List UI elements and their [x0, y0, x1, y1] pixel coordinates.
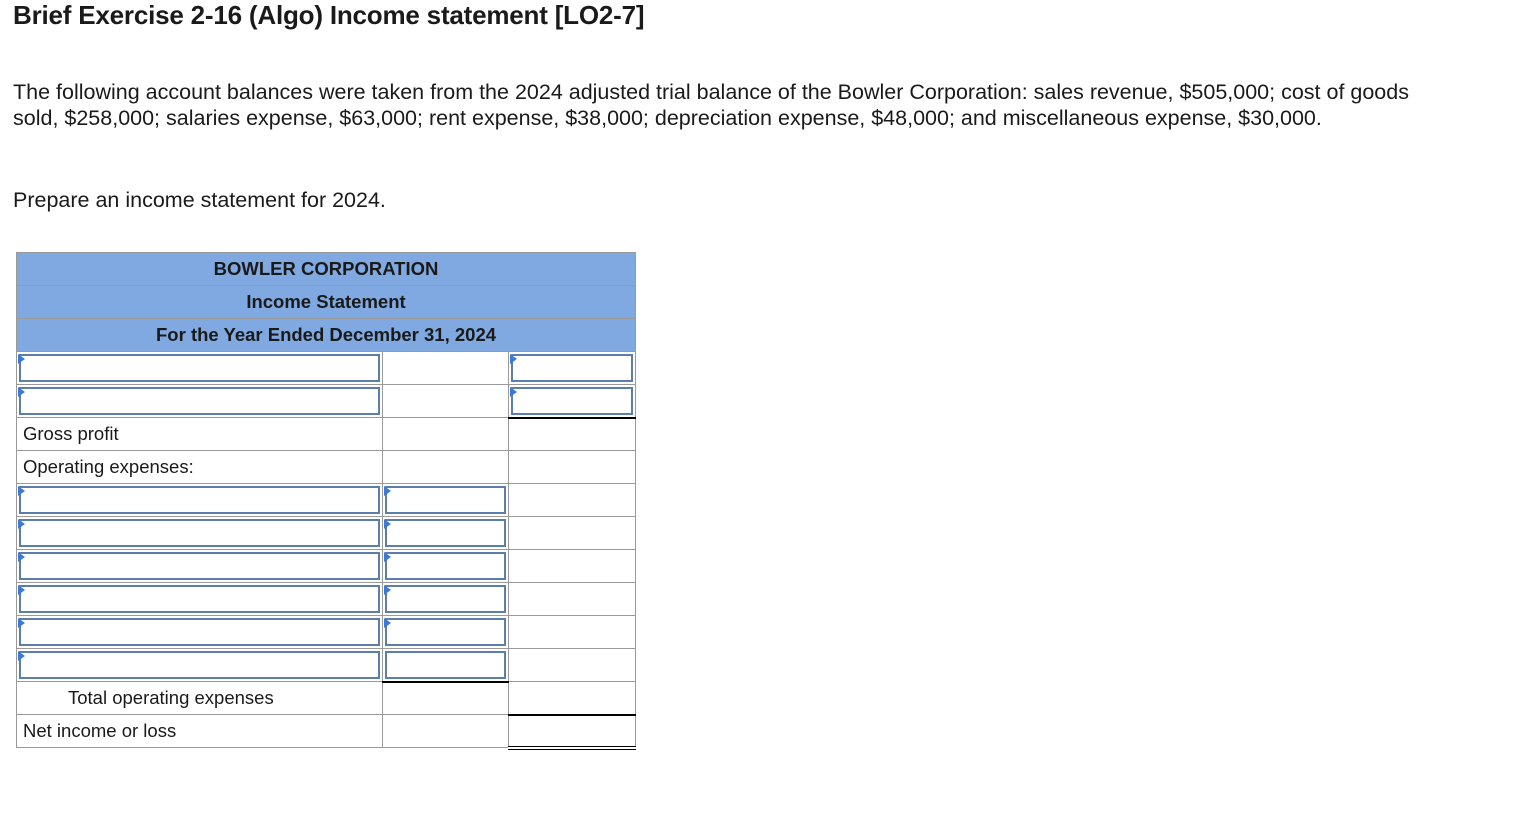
header-row-statement: [17, 286, 636, 319]
expense-amount-input[interactable]: [385, 552, 506, 580]
revenue-amount-cell[interactable]: [509, 352, 636, 385]
net-income-row: [17, 715, 636, 748]
gross-profit-mid-cell: [383, 418, 509, 451]
revenue-amount-input[interactable]: [511, 354, 633, 382]
instructions: Prepare an income statement for 2024.: [13, 188, 386, 212]
expense-row: [17, 616, 636, 649]
expense-account-select[interactable]: [19, 618, 380, 646]
expense-account-cell[interactable]: [17, 649, 383, 682]
expense-amount-input[interactable]: [385, 651, 506, 679]
expense-amount-cell[interactable]: [383, 649, 509, 682]
expense-account-select[interactable]: [19, 519, 380, 547]
revenue-row: [17, 352, 636, 385]
expense-row: [17, 517, 636, 550]
dropdown-indicator-icon: [18, 486, 25, 496]
dropdown-indicator-icon: [384, 585, 391, 595]
revenue-mid-cell: [383, 352, 509, 385]
dropdown-indicator-icon: [384, 618, 391, 628]
expense-account-select[interactable]: [19, 552, 380, 580]
expense-right-cell: [509, 649, 636, 682]
expense-account-cell[interactable]: [17, 616, 383, 649]
expense-amount-input[interactable]: [385, 486, 506, 514]
expense-amount-cell[interactable]: [383, 484, 509, 517]
dropdown-indicator-icon: [384, 519, 391, 529]
cogs-amount-input[interactable]: [511, 387, 633, 415]
expense-amount-cell[interactable]: [383, 616, 509, 649]
net-income-amount[interactable]: [509, 715, 636, 748]
total-operating-expenses-label: Total operating expenses: [17, 682, 383, 715]
expense-row: [17, 550, 636, 583]
revenue-account-select[interactable]: [19, 354, 380, 382]
expense-amount-cell[interactable]: [383, 517, 509, 550]
dropdown-indicator-icon: [384, 552, 391, 562]
header-row-period: [17, 319, 636, 352]
operating-expenses-header-row: [17, 451, 636, 484]
expense-amount-input[interactable]: [385, 618, 506, 646]
net-income-label: Net income or loss: [17, 715, 383, 748]
problem-description: The following account balances were taken from the 2024 adjusted trial balance of the Bowler Corporation: sales revenue, $505,000; cost of goods sold, $258,000; salaries expense, $63,000; rent expense, $38,000; depreciation expense, $48,000; and miscellaneous expense, $30,000.: [13, 80, 1409, 130]
dropdown-indicator-icon: [510, 354, 517, 364]
cogs-amount-cell[interactable]: [509, 385, 636, 418]
total-operating-expenses-row: [17, 682, 636, 715]
operating-expenses-mid-cell: [383, 451, 509, 484]
expense-right-cell: [509, 484, 636, 517]
expense-account-cell[interactable]: [17, 550, 383, 583]
statement-period: For the Year Ended December 31, 2024: [17, 319, 636, 352]
dropdown-indicator-icon: [510, 387, 517, 397]
dropdown-indicator-icon: [18, 387, 25, 397]
dropdown-indicator-icon: [18, 519, 25, 529]
dropdown-indicator-icon: [18, 354, 25, 364]
cogs-account-select[interactable]: [19, 387, 380, 415]
total-operating-expenses-mid-cell: [383, 682, 509, 715]
expense-account-select[interactable]: [19, 585, 380, 613]
statement-name: Income Statement: [17, 286, 636, 319]
expense-right-cell: [509, 616, 636, 649]
gross-profit-label: Gross profit: [17, 418, 383, 451]
expense-right-cell: [509, 517, 636, 550]
dropdown-indicator-icon: [18, 552, 25, 562]
revenue-account-cell[interactable]: [17, 352, 383, 385]
expense-account-cell[interactable]: [17, 517, 383, 550]
total-operating-expenses-amount[interactable]: [509, 682, 636, 715]
expense-row: [17, 583, 636, 616]
cogs-account-cell[interactable]: [17, 385, 383, 418]
gross-profit-row: [17, 418, 636, 451]
expense-amount-cell[interactable]: [383, 550, 509, 583]
cogs-row: [17, 385, 636, 418]
dropdown-indicator-icon: [18, 651, 25, 661]
net-income-mid-cell: [383, 715, 509, 748]
cogs-mid-cell: [383, 385, 509, 418]
header-row-company: [17, 253, 636, 286]
expense-account-select[interactable]: [19, 486, 380, 514]
income-statement-table: [16, 252, 636, 750]
operating-expenses-label: Operating expenses:: [17, 451, 383, 484]
expense-account-select[interactable]: [19, 651, 380, 679]
expense-row: [17, 484, 636, 517]
company-name: BOWLER CORPORATION: [17, 253, 636, 286]
dropdown-indicator-icon: [18, 585, 25, 595]
expense-account-cell[interactable]: [17, 484, 383, 517]
operating-expenses-right-cell: [509, 451, 636, 484]
expense-account-cell[interactable]: [17, 583, 383, 616]
expense-amount-input[interactable]: [385, 585, 506, 613]
dropdown-indicator-icon: [384, 486, 391, 496]
dropdown-indicator-icon: [18, 618, 25, 628]
gross-profit-amount[interactable]: [509, 418, 636, 451]
expense-amount-input[interactable]: [385, 519, 506, 547]
expense-right-cell: [509, 583, 636, 616]
expense-amount-cell[interactable]: [383, 583, 509, 616]
exercise-title: Brief Exercise 2-16 (Algo) Income statement [LO2-7]: [13, 0, 645, 30]
expense-right-cell: [509, 550, 636, 583]
expense-row: [17, 649, 636, 682]
